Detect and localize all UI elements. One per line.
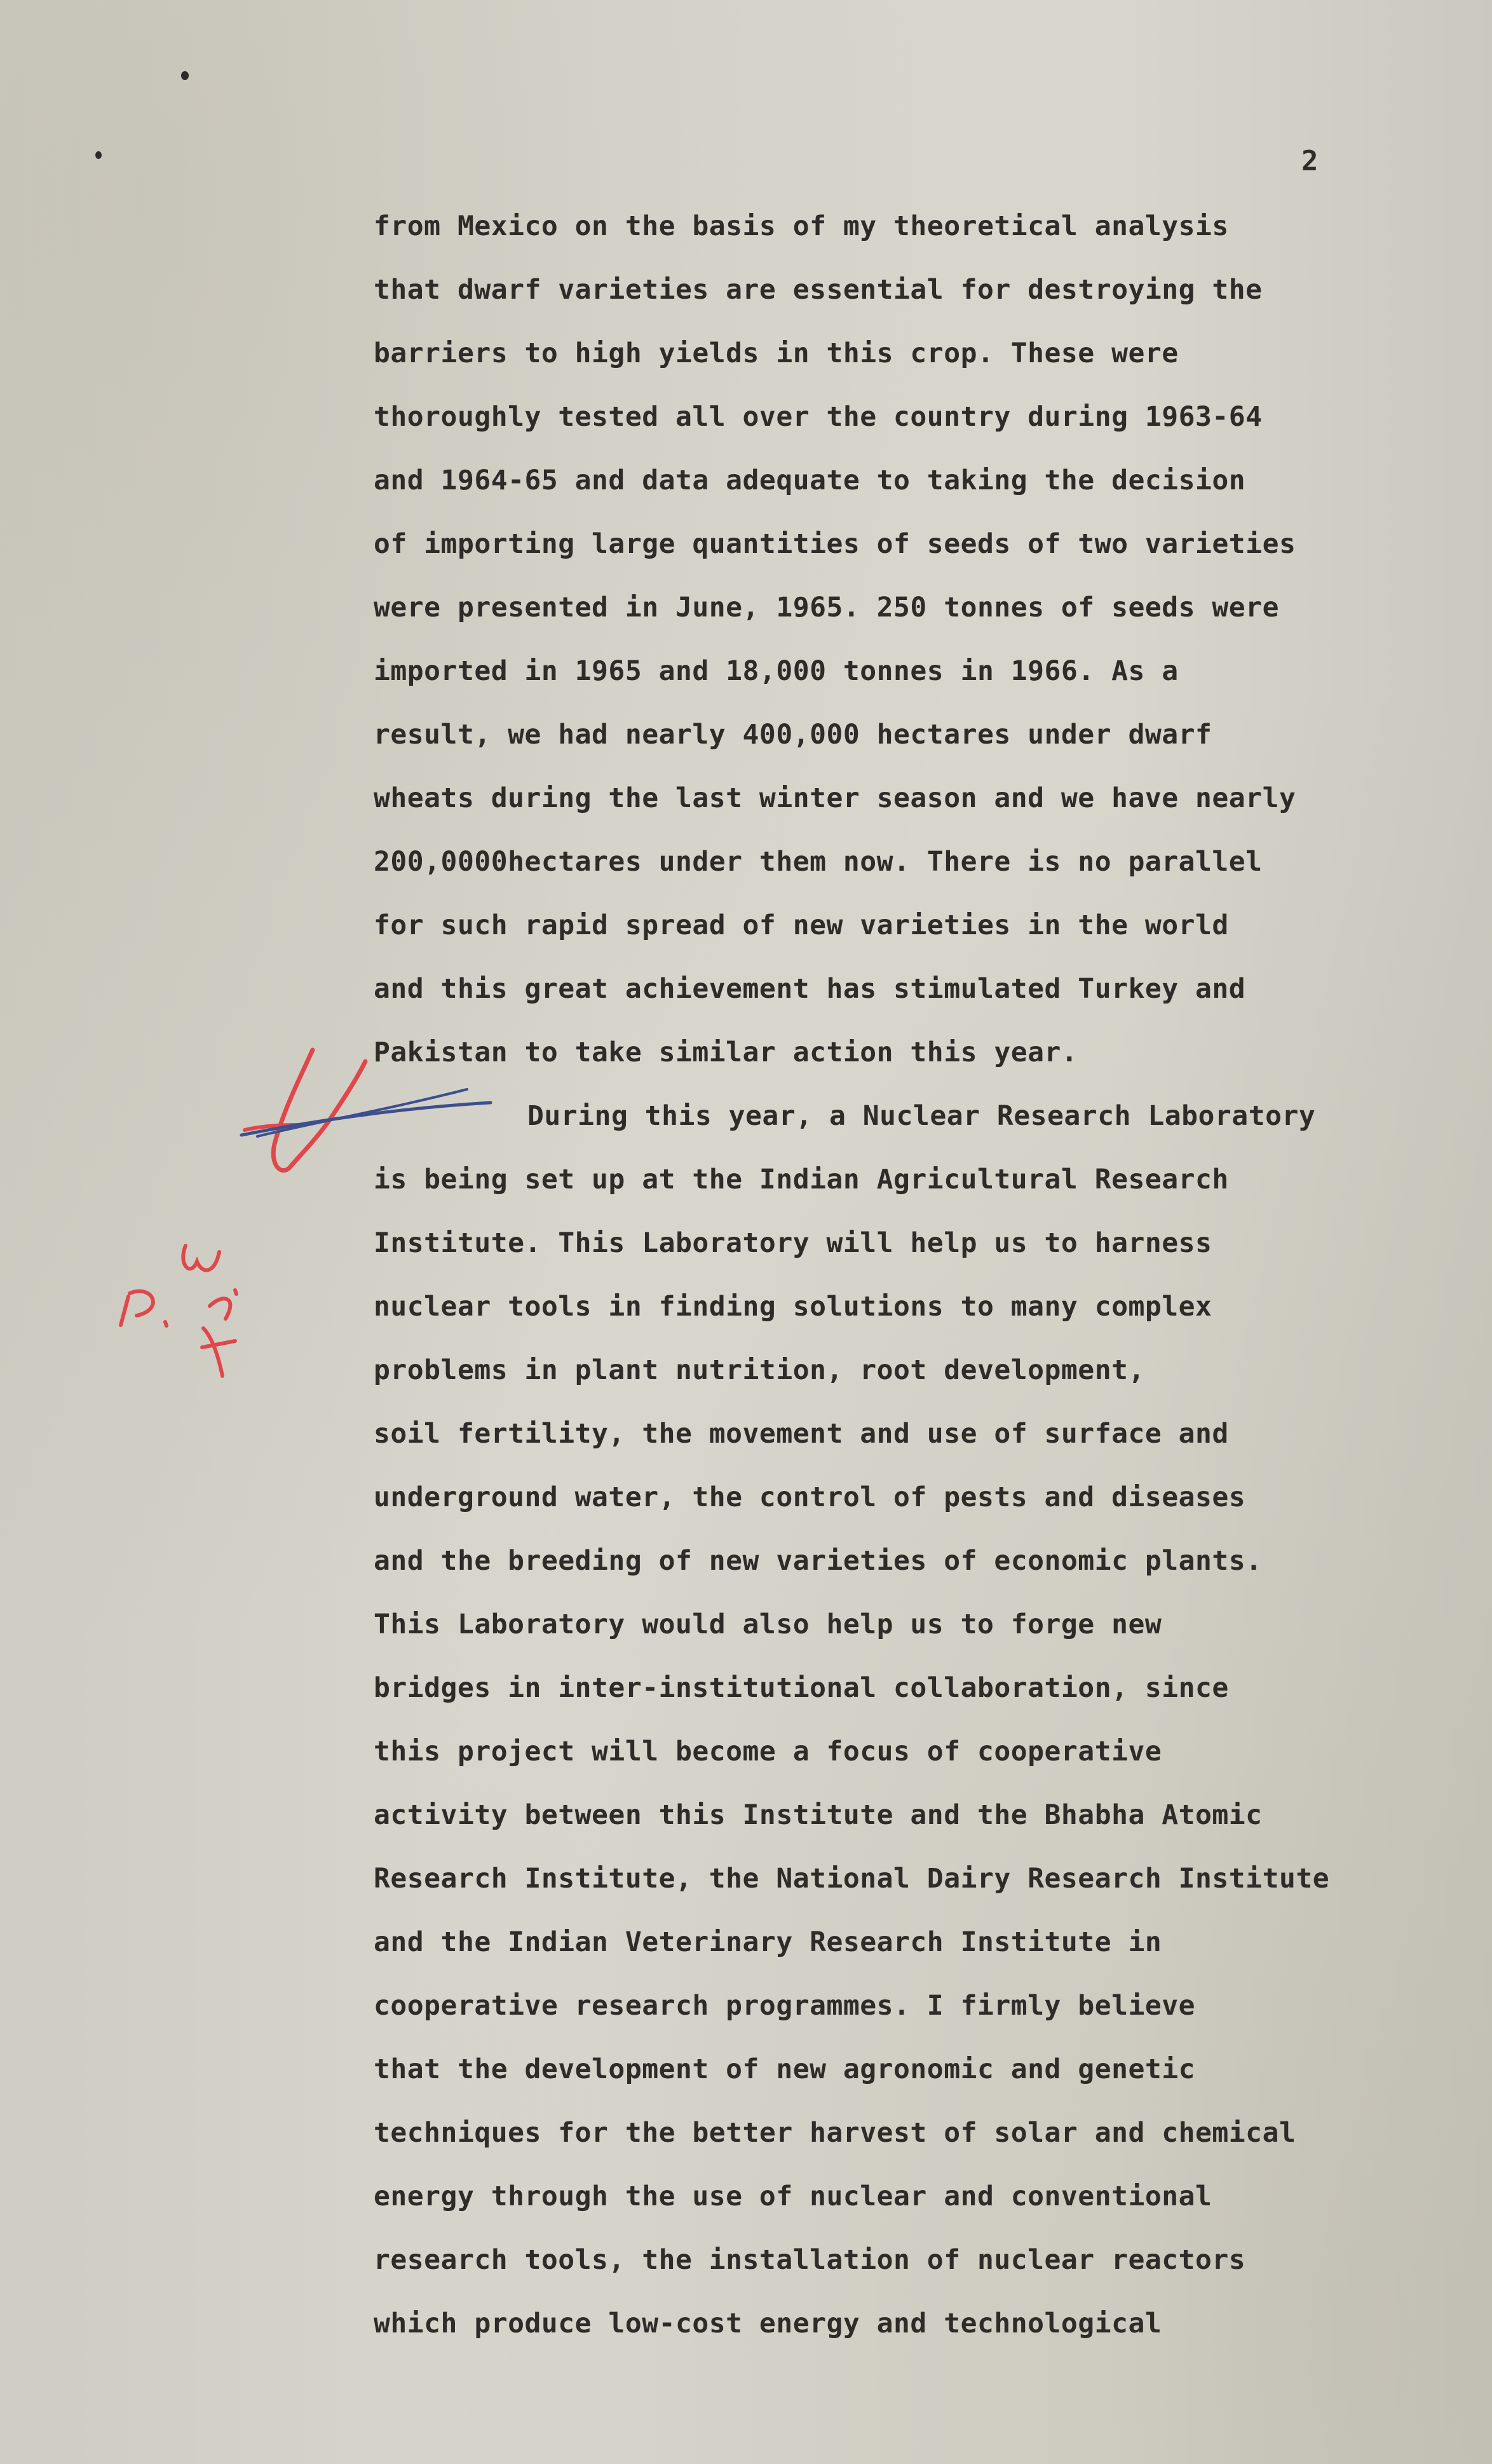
text-line: bridges in inter-institutional collaboration, since	[374, 1672, 1229, 1704]
text-line: and this great achievement has stimulated Turkey and	[374, 973, 1246, 1005]
text-line: Research Institute, the National Dairy Research Institute	[374, 1863, 1330, 1895]
text-line: barriers to high yields in this crop. These were	[374, 337, 1179, 369]
text-line: energy through the use of nuclear and conventional	[374, 2181, 1212, 2212]
page-number: 2	[1301, 145, 1319, 177]
text-line: thoroughly tested all over the country during 1963-64	[374, 401, 1263, 433]
text-line: 200,0000hectares under them now. There is no parallel	[374, 846, 1263, 878]
text-line: is being set up at the Indian Agricultural Research	[374, 1164, 1229, 1195]
text-line: activity between this Institute and the Bhabha Atomic	[374, 1799, 1263, 1831]
text-line: Institute. This Laboratory will help us to harness	[374, 1227, 1212, 1259]
text-line: that dwarf varieties are essential for destroying the	[374, 274, 1263, 306]
text-line: and the breeding of new varieties of economic plants.	[374, 1545, 1263, 1577]
text-line: and the Indian Veterinary Research Institute in	[374, 1926, 1162, 1958]
text-line: This Laboratory would also help us to forge new	[374, 1609, 1162, 1640]
text-line: that the development of new agronomic and genetic	[374, 2053, 1196, 2085]
text-line: from Mexico on the basis of my theoretical analysis	[374, 210, 1229, 242]
text-line: for such rapid spread of new varieties in the world	[374, 909, 1229, 941]
text-line: which produce low-cost energy and technological	[374, 2308, 1162, 2339]
text-line: Pakistan to take similar action this year.	[374, 1037, 1078, 1068]
paragraph-mark-icon	[241, 1050, 491, 1171]
text-line: were presented in June, 1965. 250 tonnes of seeds were	[374, 592, 1279, 623]
paragraph-start-line: During this year, a Nuclear Research Laboratory	[527, 1100, 1316, 1132]
text-line: soil fertility, the movement and use of surface and	[374, 1418, 1229, 1450]
text-line: nuclear tools in finding solutions to many complex	[374, 1291, 1212, 1323]
text-line: techniques for the better harvest of solar and chemical	[374, 2117, 1296, 2149]
text-line: wheats during the last winter season and we have nearly	[374, 782, 1296, 814]
text-line: of importing large quantities of seeds of two varieties	[374, 528, 1296, 560]
text-line: underground water, the control of pests and diseases	[374, 1481, 1246, 1513]
text-line: research tools, the installation of nuclear reactors	[374, 2244, 1246, 2276]
text-line: cooperative research programmes. I firmly believe	[374, 1990, 1196, 2022]
text-line: problems in plant nutrition, root development,	[374, 1354, 1145, 1386]
handwritten-initials	[121, 1246, 236, 1376]
text-line: result, we had nearly 400,000 hectares under dwarf	[374, 719, 1212, 751]
text-line: this project will become a focus of cooperative	[374, 1736, 1162, 1767]
text-line: and 1964-65 and data adequate to taking the decision	[374, 465, 1246, 496]
text-line: imported in 1965 and 18,000 tonnes in 1966. As a	[374, 655, 1179, 687]
